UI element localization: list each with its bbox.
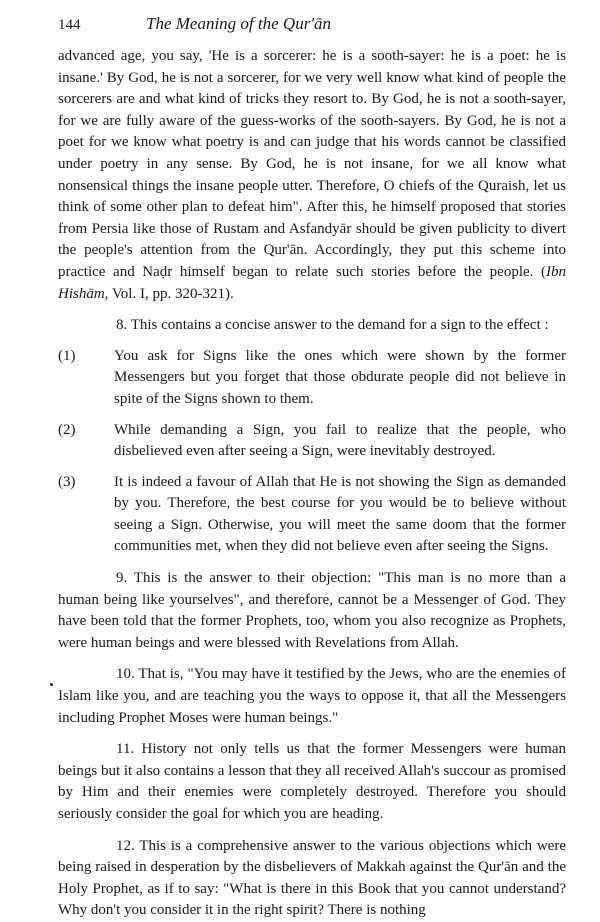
list-item-text: You ask for Signs like the ones which were shown by the former Messengers but you forget that those obdurate people did not believe in spite of the Signs shown to them. bbox=[114, 347, 566, 407]
page-body bbox=[58, 46, 566, 922]
book-page bbox=[58, 14, 566, 922]
list-item-number: (3) bbox=[58, 473, 76, 490]
running-title: The Meaning of the Qur'ān bbox=[146, 14, 331, 33]
note-8-item-2 bbox=[58, 420, 566, 463]
note-8-item-3 bbox=[58, 472, 566, 558]
citation-source: Ibn Hishām bbox=[58, 263, 566, 302]
page-number: 144 bbox=[58, 17, 81, 33]
note-12: 12. This is a comprehensive answer to the various objections which were being raised in desperation by the disbelievers of Makkah against the Qur'ān and the Holy Prophet, as if to say: "What is there in this Book that you cannot understand? Why don't you consider it in the right spirit? There is nothing bbox=[58, 837, 566, 919]
list-item-number: (1) bbox=[58, 347, 76, 364]
note-11: 11. History not only tells us that the former Messengers were human beings but it also contains a lesson that they all received Allah's succour as promised by Him and their enemies were completely destroyed. Therefore you should seriously consider the goal for which you are heading. bbox=[58, 741, 566, 822]
note-9: 9. This is the answer to their objection: "This man is no more than a human being like yourselves", and therefore, cannot be a Messenger of God. They have been told that the former Prophets, too, whom you also recognize as Prophets, were human beings and were blessed with Revelations from Allah. bbox=[58, 570, 566, 651]
opening-paragraph bbox=[58, 46, 566, 305]
list-item-number: (2) bbox=[58, 421, 76, 438]
page-header bbox=[58, 14, 566, 42]
list-item-text: While demanding a Sign, you fail to realize that the people, who disbelieved even after seeing a Sign, were inevitably destroyed. bbox=[114, 421, 566, 460]
note-10: 10. That is, "You may have it testified by the Jews, who are the enemies of Islam like you, and are teaching you the ways to oppose it, that all the Messengers including Prophet Moses were human beings." bbox=[58, 666, 566, 726]
note-8-item-1 bbox=[58, 346, 566, 411]
margin-dot bbox=[50, 683, 53, 686]
list-item-text: It is indeed a favour of Allah that He is not showing the Sign as demanded by you. Therefore, the best course for you would be to believe without seeing a Sign. Otherwise, you will meet the same doom that the former communities met, when they did not believe even after seeing the Signs. bbox=[114, 473, 566, 555]
opening-paragraph-text: advanced age, you say, 'He is a sorcerer: he is a sooth-sayer: he is a poet: he is insane.' By God, he is not a sorcerer, for we very well know what kind of people the sorcerers are and what kind of tricks they resort to. By God, he is not a sooth-sayer, for we are fully aware of the guess-works of the sooth-sayers. By God, he is not a poet for we know what poetry is and can judge that his words cannot be classified under poetry in any sense. By God, he is not insane, for we all know what nonsensical things the insane people utter. Therefore, O chiefs of the Quraish, let us think of some other plan to defeat him". After this, he himself proposed that stories from Persia like those of Rustam and Asfandyār should be given publicity to divert the people's attention from the Qur'ān. Accordingly, they put this scheme into practice and Naḍr himself began to relate such stories before the people. ( bbox=[58, 48, 566, 280]
citation-reference: , Vol. I, pp. 320-321). bbox=[104, 285, 234, 302]
note-8: 8. This contains a concise answer to the demand for a sign to the effect : bbox=[116, 317, 549, 334]
